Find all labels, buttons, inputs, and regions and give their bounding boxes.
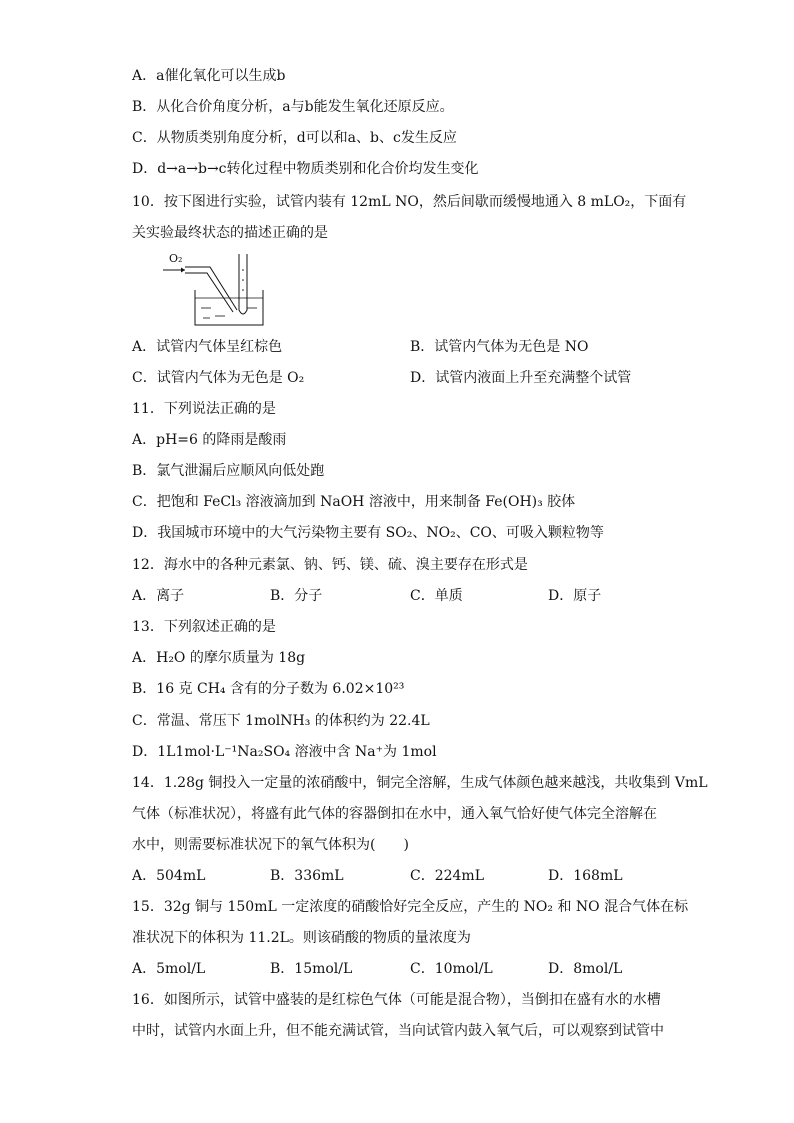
q15-stem-line1: 15．32g 铜与 150mL 一定浓度的硝酸恰好完全反应，产生的 NO₂ 和 NO 混合气体在标 xyxy=(132,899,689,915)
q14-option-c: C．224mL xyxy=(410,868,485,884)
q14-option-b: B．336mL xyxy=(270,868,344,884)
q12-option-a: A．离子 xyxy=(132,588,185,604)
q11-option-b: B．氯气泄漏后应顺风向低处跑 xyxy=(132,463,325,479)
q14-stem-line1: 14．1.28g 铜投入一定量的浓硝酸中，铜完全溶解，生成气体颜色越来越浅，共收集到 VmL xyxy=(132,775,708,791)
q10-figure-o2-label: O₂ xyxy=(169,252,183,265)
q11-option-d: D．我国城市环境中的大气污染物主要有 SO₂、NO₂、CO、可吸入颗粒物等 xyxy=(132,525,604,541)
q13-option-a: A．H₂O 的摩尔质量为 18g xyxy=(132,650,306,666)
q10-apparatus-figure xyxy=(155,250,275,330)
q14-option-a: A．504mL xyxy=(132,868,206,884)
q9-option-a: A．a催化氧化可以生成b xyxy=(132,68,286,84)
q15-stem-line2: 准状况下的体积为 11.2L。则该硝酸的物质的量浓度为 xyxy=(132,930,471,946)
q14-stem-line2: 气体（标准状况），将盛有此气体的容器倒扣在水中，通入氧气恰好使气体完全溶解在 xyxy=(132,806,657,822)
q11-stem: 11．下列说法正确的是 xyxy=(132,401,276,417)
q9-option-b: B．从化合价角度分析，a与b能发生氧化还原反应。 xyxy=(132,99,454,115)
q12-option-b: B．分子 xyxy=(270,588,323,604)
q12-option-c: C．单质 xyxy=(410,588,463,604)
q13-option-d: D．1L1mol·L⁻¹Na₂SO₄ 溶液中含 Na⁺为 1mol xyxy=(132,744,437,760)
q16-stem-line2: 中时，试管内水面上升，但不能充满试管，当向试管内鼓入氧气后，可以观察到试管中 xyxy=(132,1023,664,1039)
q9-option-d: D．d→a→b→c转化过程中物质类别和化合价均发生变化 xyxy=(132,161,479,177)
q14-option-d: D．168mL xyxy=(548,868,623,884)
q10-option-b: B．试管内气体为无色是 NO xyxy=(410,339,589,355)
q10-stem-line2: 关实验最终状态的描述正确的是 xyxy=(132,225,328,241)
q11-option-c: C．把饱和 FeCl₃ 溶液滴加到 NaOH 溶液中，用来制备 Fe(OH)₃ 胶体 xyxy=(132,494,576,510)
q16-stem-line1: 16．如图所示，试管中盛装的是红棕色气体（可能是混合物），当倒扣在盛有水的水槽 xyxy=(132,992,661,1008)
q13-option-b: B．16 克 CH₄ 含有的分子数为 6.02×10²³ xyxy=(132,681,405,697)
q10-option-c: C．试管内气体为无色是 O₂ xyxy=(132,370,305,386)
q15-option-d: D．8mol/L xyxy=(548,961,623,977)
q14-stem-line3: 水中，则需要标准状况下的氧气体积为( ) xyxy=(132,837,409,853)
q15-option-c: C．10mol/L xyxy=(410,961,493,977)
q12-option-d: D．原子 xyxy=(548,588,602,604)
q11-option-a: A．pH=6 的降雨是酸雨 xyxy=(132,432,287,448)
q13-stem: 13．下列叙述正确的是 xyxy=(132,619,276,635)
q10-stem-line1: 10．按下图进行实验，试管内装有 12mL NO，然后间歇而缓慢地通入 8 mLO₂，下面有 xyxy=(132,194,687,210)
q15-option-b: B．15mol/L xyxy=(270,961,353,977)
q10-option-d: D．试管内液面上升至充满整个试管 xyxy=(410,370,632,386)
q12-stem: 12．海水中的各种元素氯、钠、钙、镁、硫、溴主要存在形式是 xyxy=(132,557,528,573)
q13-option-c: C．常温、常压下 1molNH₃ 的体积约为 22.4L xyxy=(132,713,430,729)
q15-option-a: A．5mol/L xyxy=(132,961,206,977)
q9-option-c: C．从物质类别角度分析，d可以和a、b、c发生反应 xyxy=(132,130,457,146)
q10-option-a: A．试管内气体呈红棕色 xyxy=(132,339,283,355)
